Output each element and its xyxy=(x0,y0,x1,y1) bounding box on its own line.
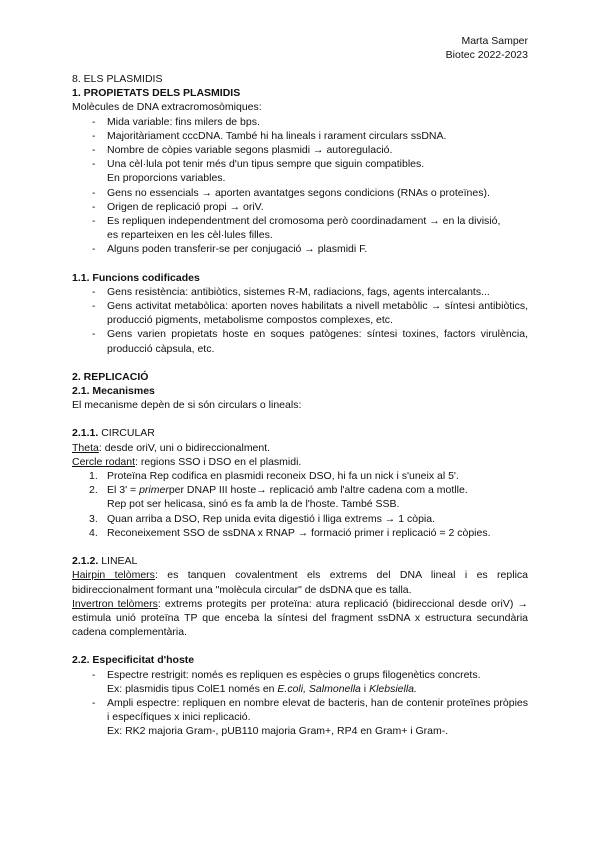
list-item: - Gens resistència: antibiòtics, sistemes R-M, radiacions, fags, agents intercalants... xyxy=(72,285,528,299)
theta-term: Theta xyxy=(72,441,99,454)
course-label: Biotec 2022-2023 xyxy=(445,49,528,62)
list-item: - Es repliquen independentment del cromosoma però coordinadament → en la divisió, xyxy=(72,214,528,228)
rolling-circle-term: Cercle rodant xyxy=(72,455,136,468)
numbered-step-continuation: Rep pot ser helicasa, sinó es fa amb la de l'hoste. També SSB. xyxy=(107,498,400,511)
theta-line: Theta: desde oriV, uni o bidireccionalment. xyxy=(72,441,271,454)
list-item: - Mida variable: fins milers de bps. xyxy=(72,115,528,129)
section-2-2-heading: 2.2. Especificitat d'hoste xyxy=(72,654,195,667)
list-item: - Nombre de còpies variable segons plasmidi → autoregulació. xyxy=(72,143,528,157)
author-name: Marta Samper xyxy=(461,35,528,47)
section-1-1-heading: 1.1. Funcions codificades xyxy=(72,271,200,284)
section-1-heading: 1. PROPIETATS DELS PLASMIDIS xyxy=(72,87,241,100)
rolling-circle-line: Cercle rodant: regions SSO i DSO en el plasmidi. xyxy=(72,455,302,468)
page-header xyxy=(446,34,528,62)
numbered-step: 3. Quan arriba a DSO, Rep unida evita digestió i lliga extrems → 1 còpia. xyxy=(89,512,435,525)
list-item: - Gens no essencials → aporten avantatges segons condicions (RNAs o proteïnes). xyxy=(72,186,528,200)
document-body xyxy=(72,72,528,739)
section-2-1-heading: 2.1. Mecanismes xyxy=(72,385,155,398)
numbered-step: 4. Reconeixement SSO de ssDNA x RNAP → formació primer i replicació = 2 còpies. xyxy=(89,526,491,539)
hairpin-term: Hairpin telòmers xyxy=(72,569,155,582)
list-item: - Origen de replicació propi → oriV. xyxy=(72,200,528,214)
numbered-step: 1. Proteïna Rep codifica en plasmidi reconeix DSO, hi fa un nick i s'uneix al 5'. xyxy=(89,470,459,483)
invertron-paragraph: Invertron telòmers: extrems protegits per proteïna: atura replicació (bidireccional desde oriV) → estimula unió proteïna TP que enceba la síntesi del fragment ssDNA x estructura secundària cadena complementària. xyxy=(72,597,528,639)
list-item: - Gens activitat metabòlica: aporten noves habilitats a nivell metabòlic → síntesi antibiòtics, producció pigments, metabolisme compostos complexes, etc. xyxy=(72,299,528,327)
list-item-continuation: En proporcions variables. xyxy=(107,172,226,185)
section-2-1-2-heading: 2.1.2. LINEAL xyxy=(72,555,138,568)
list-item: - Una cèl·lula pot tenir més d'un tipus sempre que siguin compatibles. xyxy=(72,157,528,171)
section-1-intro: Molècules de DNA extracromosòmiques: xyxy=(72,101,262,114)
list-item: - Alguns poden transferir-se per conjugació → plasmidi F. xyxy=(72,242,528,256)
list-item: - Espectre restrigit: només es repliquen es espècies o grups filogenètics concrets. xyxy=(72,668,528,682)
list-item-continuation: es reparteixen en les cèl·lules filles. xyxy=(107,229,273,242)
numbered-step: 2. El 3' = primerper DNAP III hoste→ replicació amb l'altre cadena com a motlle. xyxy=(89,484,468,497)
invertron-term: Invertron telòmers xyxy=(72,597,158,610)
list-item-example: Ex: plasmidis tipus ColE1 només en E.coli, Salmonella i Klebsiella. xyxy=(107,682,417,695)
list-item-example: Ex: RK2 majoria Gram-, pUB110 majoria Gram+, RP4 en Gram+ i Gram-. xyxy=(107,725,449,738)
section-2-1-1-heading: 2.1.1. CIRCULAR xyxy=(72,427,155,440)
list-item: - Gens varien propietats hoste en soques patògenes: síntesi toxines, factors virulència, producció càpsula, etc. xyxy=(72,327,528,355)
section-2-heading: 2. REPLICACIÓ xyxy=(72,370,149,383)
chapter-title: 8. ELS PLASMIDIS xyxy=(72,73,163,85)
list-item: - Ampli espectre: repliquen en nombre elevat de bacteris, han de contenir proteïnes pròpies i específiques x inici replicació. xyxy=(72,696,528,724)
hairpin-paragraph: Hairpin telòmers: es tanquen covalentment els extrems del DNA lineal i es replica bidireccionalment formant una "molècula circular" de dsDNA que es talla. xyxy=(72,569,528,596)
section-2-1-intro: El mecanisme depèn de si són circulars o lineals: xyxy=(72,399,302,412)
list-item: - Majoritàriament cccDNA. També hi ha lineals i rarament circulars ssDNA. xyxy=(72,129,528,143)
